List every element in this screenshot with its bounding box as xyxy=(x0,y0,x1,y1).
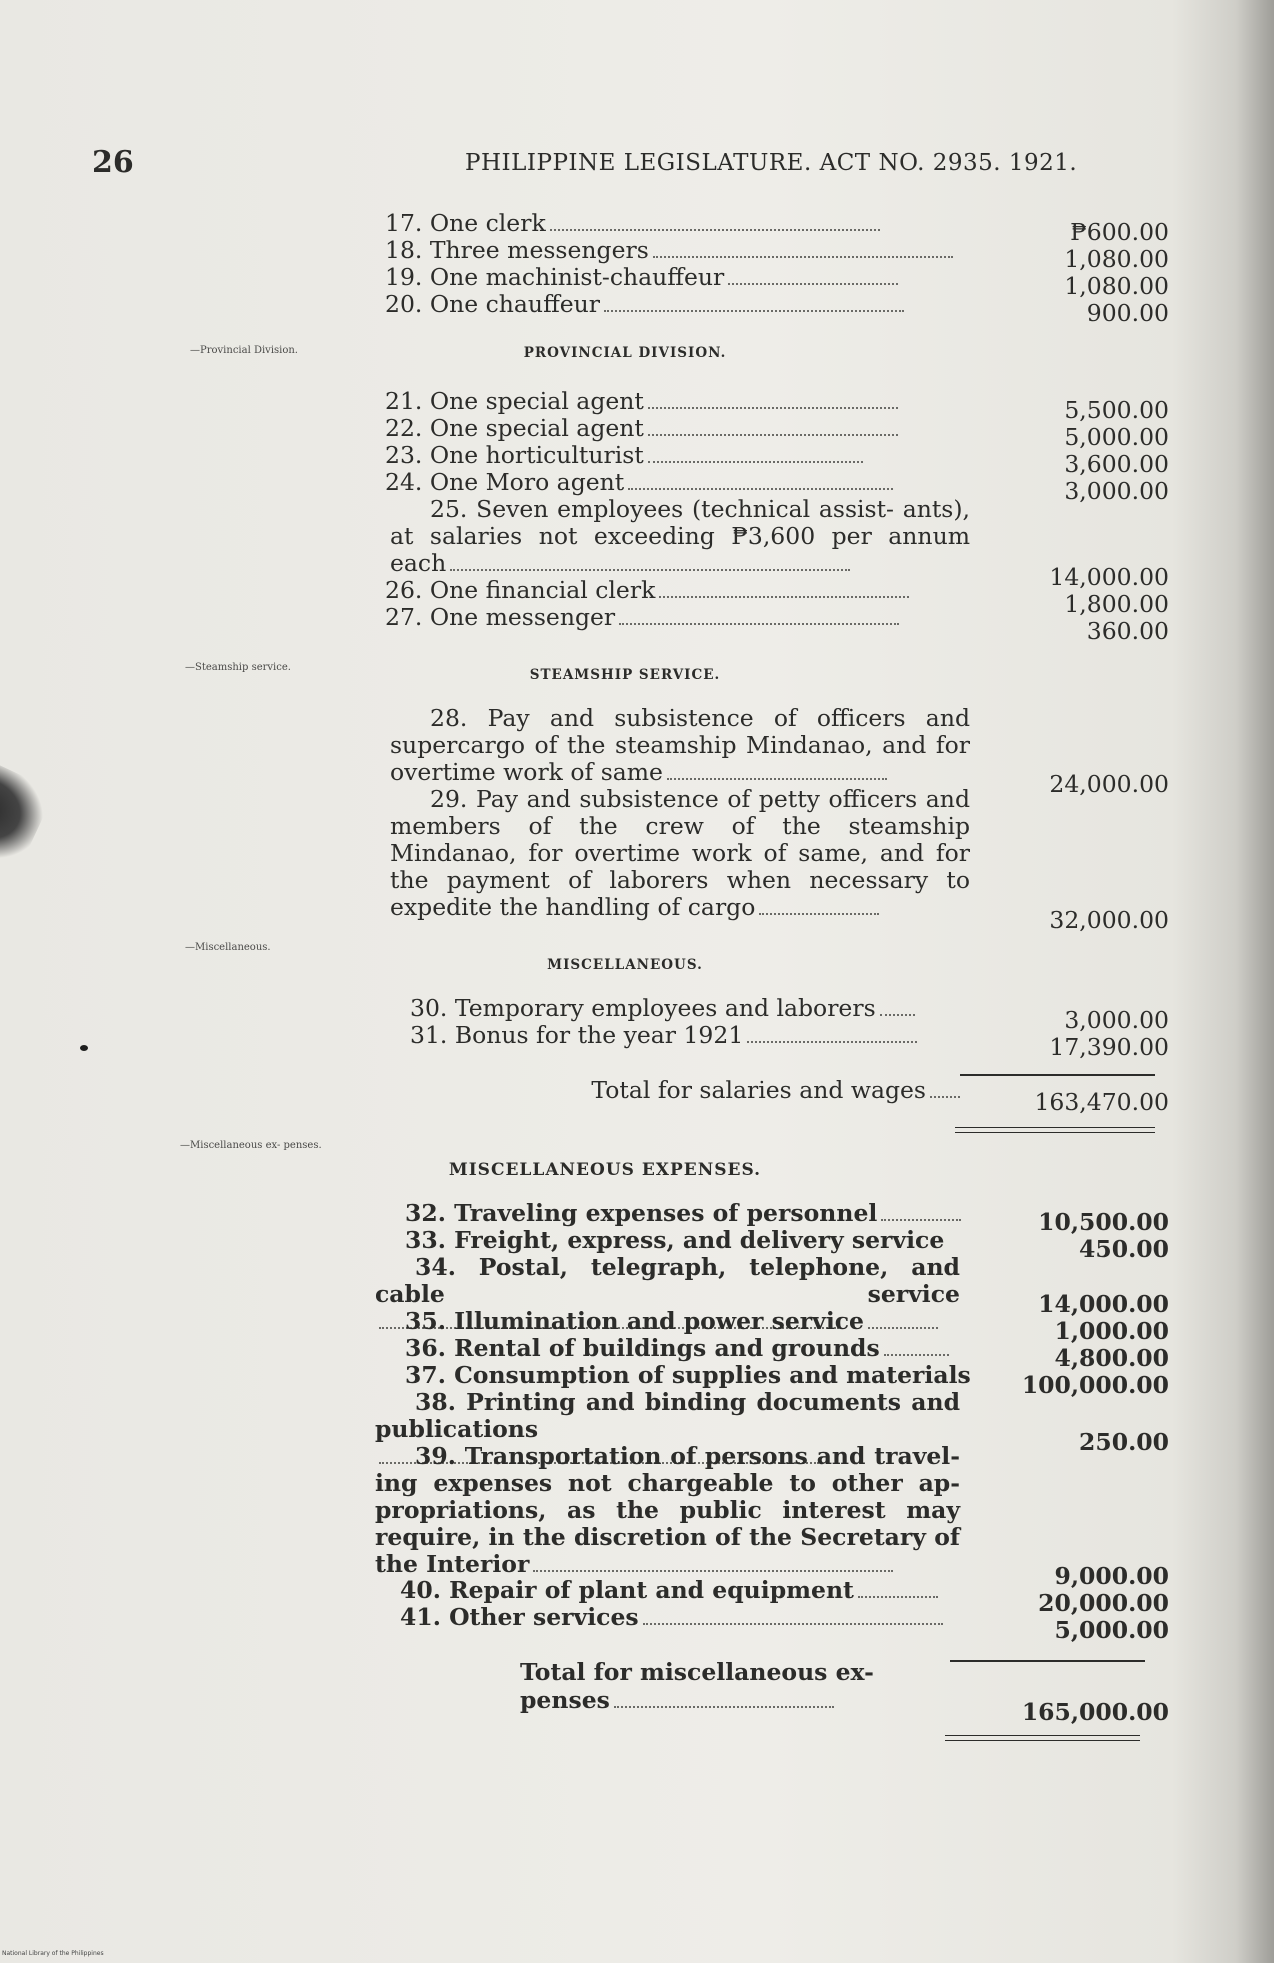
line-amount: 1,080.00 xyxy=(1064,245,1169,273)
line-item: 26. One financial clerk xyxy=(385,577,970,604)
line-item: 22. One special agent xyxy=(385,415,970,442)
sum-rule xyxy=(960,1074,1155,1076)
line-item-multiline: 28. Pay and subsistence of officers and supercargo of the steamship Mindanao, and for overtime work of same xyxy=(390,704,970,786)
line-amount: 1,800.00 xyxy=(1064,590,1169,618)
line-item: 24. One Moro agent xyxy=(385,469,970,496)
line-amount: 14,000.00 xyxy=(1038,1290,1169,1318)
line-item: 37. Consumption of supplies and materials xyxy=(405,1361,971,1389)
line-amount: 5,000.00 xyxy=(1054,1616,1169,1644)
total-misc-amount: 165,000.00 xyxy=(1021,1698,1169,1726)
margin-note-miscellaneous: —Miscellaneous. xyxy=(185,942,271,953)
margin-note-misc-expenses: —Miscellaneous ex- penses. xyxy=(180,1140,322,1151)
line-amount: 3,000.00 xyxy=(1064,477,1169,505)
line-amount: 17,390.00 xyxy=(1049,1033,1169,1061)
total-salaries-label: Total for salaries and wages xyxy=(540,1076,960,1104)
line-item-multiline: 38. Printing and binding documents and publications xyxy=(375,1389,960,1470)
scan-shadow xyxy=(0,757,55,872)
line-item-multiline: 29. Pay and subsistence of petty officers and members of the crew of the steamship Mindanao, for overtime work of same, and for the payment of laborers when necessary to expedite the handling of cargo xyxy=(390,785,970,921)
section-head-provincial: PROVINCIAL DIVISION. xyxy=(523,345,727,361)
line-item: 18. Three messengers xyxy=(385,237,970,264)
section-head-miscellaneous: MISCELLANEOUS. xyxy=(547,957,703,973)
total-misc-label: Total for miscellaneous ex- penses xyxy=(520,1658,874,1714)
page-number: 26 xyxy=(92,145,134,180)
line-amount: 250.00 xyxy=(1079,1428,1169,1456)
line-item-multiline: 39. Transportation of persons and travel- ing expenses not chargeable to other ap- propriations, as the public interest may require, in the discretion of the Secretary of the Interior xyxy=(375,1442,960,1578)
total-salaries-amount: 163,470.00 xyxy=(1034,1088,1169,1116)
line-amount: 5,500.00 xyxy=(1064,396,1169,424)
line-amount: 450.00 xyxy=(1079,1235,1169,1263)
line-amount: 3,600.00 xyxy=(1064,450,1169,478)
line-item: 27. One messenger xyxy=(385,604,970,631)
line-amount: 4,800.00 xyxy=(1054,1344,1169,1372)
line-amount: 9,000.00 xyxy=(1054,1562,1169,1590)
footer-credit: National Library of the Philippines xyxy=(2,1950,104,1957)
section-head-steamship: STEAMSHIP SERVICE. xyxy=(529,667,721,683)
line-amount: 100,000.00 xyxy=(1021,1371,1169,1399)
line-item: 20. One chauffeur xyxy=(385,291,970,318)
line-amount: 5,000.00 xyxy=(1064,423,1169,451)
line-amount: 20,000.00 xyxy=(1038,1589,1169,1617)
line-amount: 900.00 xyxy=(1086,299,1169,327)
line-amount: 360.00 xyxy=(1086,617,1169,645)
line-amount: 10,500.00 xyxy=(1038,1208,1169,1236)
line-amount: 24,000.00 xyxy=(1049,770,1169,798)
line-item: 31. Bonus for the year 1921 xyxy=(410,1022,995,1049)
line-item: 17. One clerk xyxy=(385,210,970,237)
line-item: 33. Freight, express, and delivery service xyxy=(405,1226,945,1254)
sum-rule xyxy=(950,1660,1145,1662)
line-item: 19. One machinist-chauffeur xyxy=(385,264,970,291)
line-item: 36. Rental of buildings and grounds xyxy=(405,1335,990,1362)
section-head-misc-expenses: MISCELLANEOUS EXPENSES. xyxy=(448,1160,762,1180)
line-item: 35. Illumination and power service xyxy=(405,1308,990,1335)
line-item: 40. Repair of plant and equipment xyxy=(400,1577,985,1604)
double-rule xyxy=(945,1735,1140,1741)
line-amount: 14,000.00 xyxy=(1049,563,1169,591)
line-amount: 1,000.00 xyxy=(1054,1317,1169,1345)
margin-note-provincial: —Provincial Division. xyxy=(190,345,298,356)
line-item-multiline: 25. Seven employees (technical assist- ants), at salaries not exceeding ₱3,600 per annum each xyxy=(390,495,970,577)
margin-note-steamship: —Steamship service. xyxy=(185,662,291,673)
line-amount: 32,000.00 xyxy=(1049,906,1169,934)
line-amount: 3,000.00 xyxy=(1064,1006,1169,1034)
line-item: 23. One horticulturist xyxy=(385,442,970,469)
double-rule xyxy=(955,1127,1155,1133)
line-item: 21. One special agent xyxy=(385,388,970,415)
line-item: 32. Traveling expenses of personnel xyxy=(405,1200,990,1227)
running-title: PHILIPPINE LEGISLATURE. ACT NO. 2935. 1921. xyxy=(465,150,1078,176)
line-item-multiline: 34. Postal, telegraph, telephone, and cable service xyxy=(375,1254,960,1335)
line-amount: 1,080.00 xyxy=(1064,272,1169,300)
line-amount: ₱600.00 xyxy=(1070,218,1169,246)
ink-dot xyxy=(80,1045,88,1051)
line-item: 41. Other services xyxy=(400,1604,985,1631)
line-item: 30. Temporary employees and laborers xyxy=(410,995,995,1022)
